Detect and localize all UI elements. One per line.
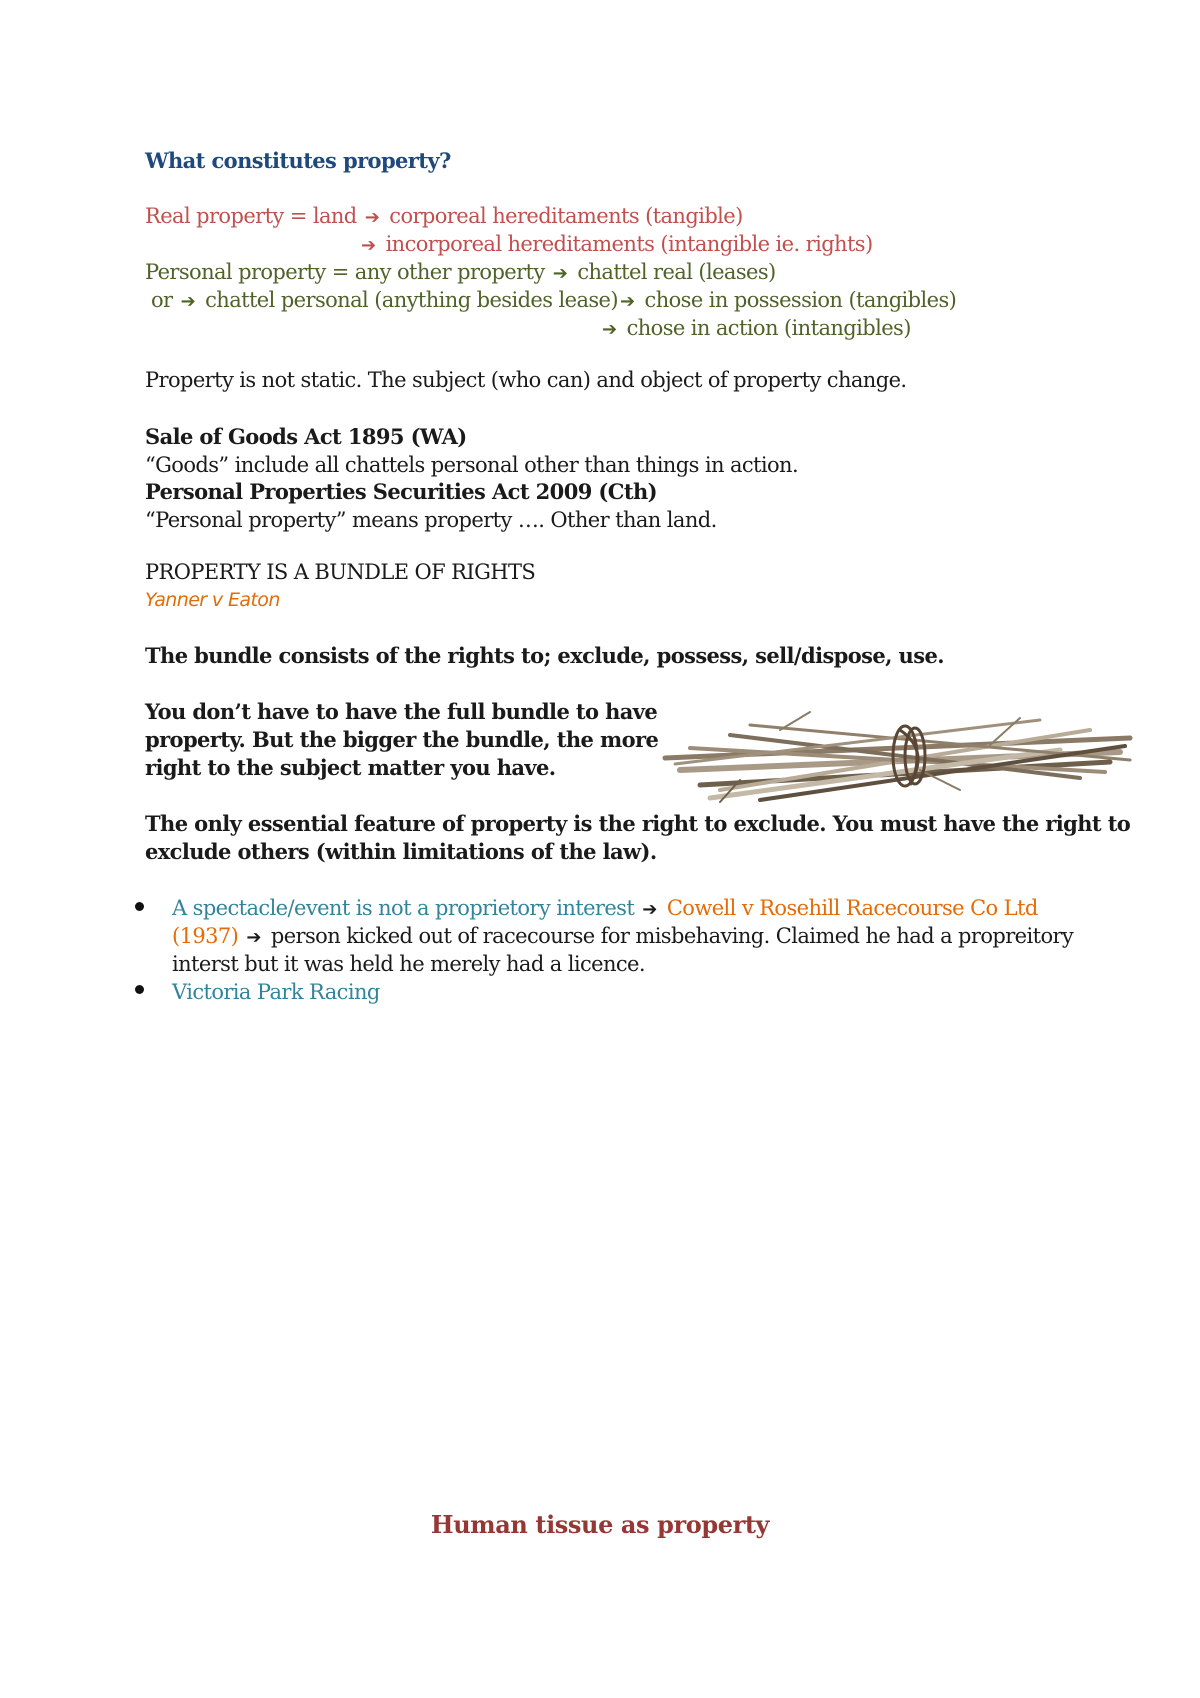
arrow-right-icon: ➔ xyxy=(642,899,657,920)
arrow-right-icon: ➔ xyxy=(361,235,376,256)
arrow-right-icon: ➔ xyxy=(619,291,635,312)
arrow-right-icon: ➔ xyxy=(246,927,261,948)
arrow-right-icon: ➔ xyxy=(552,263,568,284)
case-cowell: Cowell v Rosehill Racecourse Co Ltd xyxy=(666,896,1038,920)
case-cowell-year: (1937) xyxy=(172,924,239,948)
real-property-line xyxy=(145,203,743,231)
essential-line: The only essential feature of property is the right to exclude. You must have the right to xyxy=(145,811,1131,836)
personal-property-b: chattel personal (anything besides lease) xyxy=(205,288,618,312)
personal-property-line xyxy=(145,259,776,287)
static-line: Property is not static. The subject (who can) and object of property change. xyxy=(145,368,907,392)
arrow-right-icon: ➔ xyxy=(180,291,196,312)
personal-property-line-3 xyxy=(600,315,911,343)
ppsa-title: Personal Properties Securities Act 2009 (Cth) xyxy=(145,479,657,504)
or-label: or xyxy=(151,288,173,312)
bullet-1-teal: A spectacle/event is not a proprietory interest xyxy=(172,896,635,920)
personal-property-line-2 xyxy=(151,287,956,315)
sga-title: Sale of Goods Act 1895 (WA) xyxy=(145,424,467,449)
ppsa-text: “Personal property” means property …. Other than land. xyxy=(145,508,717,532)
essential-line: exclude others (within limitations of the law). xyxy=(145,839,657,864)
bullet-dot-icon xyxy=(135,985,144,994)
sga-text: “Goods” include all chattels personal other than things in action. xyxy=(145,453,799,477)
personal-property-lead: Personal property = any other property xyxy=(145,260,545,284)
bullet-1-rest-b: interst but it was held he merely had a licence. xyxy=(172,952,645,976)
case-yanner: Yanner v Eaton xyxy=(145,589,280,611)
full-bundle-line: right to the subject matter you have. xyxy=(145,755,556,780)
bullet-item-1-line-2 xyxy=(172,923,1073,951)
personal-property-a: chattel real (leases) xyxy=(577,260,776,284)
personal-property-c: chose in possession (tangibles) xyxy=(644,288,957,312)
real-property-a: corporeal hereditaments (tangible) xyxy=(389,204,743,228)
section-title: What constitutes property? xyxy=(145,148,451,173)
bullet-dot-icon xyxy=(135,902,144,911)
bundle-consists: The bundle consists of the rights to; exclude, possess, sell/dispose, use. xyxy=(145,643,944,668)
full-bundle-line: You don’t have to have the full bundle to have xyxy=(145,699,658,724)
real-property-lead: Real property = land xyxy=(145,204,357,228)
bullet-item-2: Victoria Park Racing xyxy=(172,980,380,1004)
full-bundle-line: property. But the bigger the bundle, the more xyxy=(145,727,659,752)
personal-property-d: chose in action (intangibles) xyxy=(626,316,911,340)
real-property-b: incorporeal hereditaments (intangible ie. rights) xyxy=(385,232,873,256)
bundle-of-sticks-image xyxy=(660,690,1140,810)
arrow-right-icon: ➔ xyxy=(602,319,617,340)
real-property-line-2 xyxy=(359,231,873,259)
human-tissue-heading: Human tissue as property xyxy=(430,1510,770,1539)
bullet-item-1-line-1 xyxy=(172,895,1038,923)
bundle-heading: PROPERTY IS A BUNDLE OF RIGHTS xyxy=(145,560,536,584)
arrow-right-icon: ➔ xyxy=(364,207,380,228)
bullet-1-rest-a: person kicked out of racecourse for misbehaving. Claimed he had a propreitory xyxy=(270,924,1074,948)
